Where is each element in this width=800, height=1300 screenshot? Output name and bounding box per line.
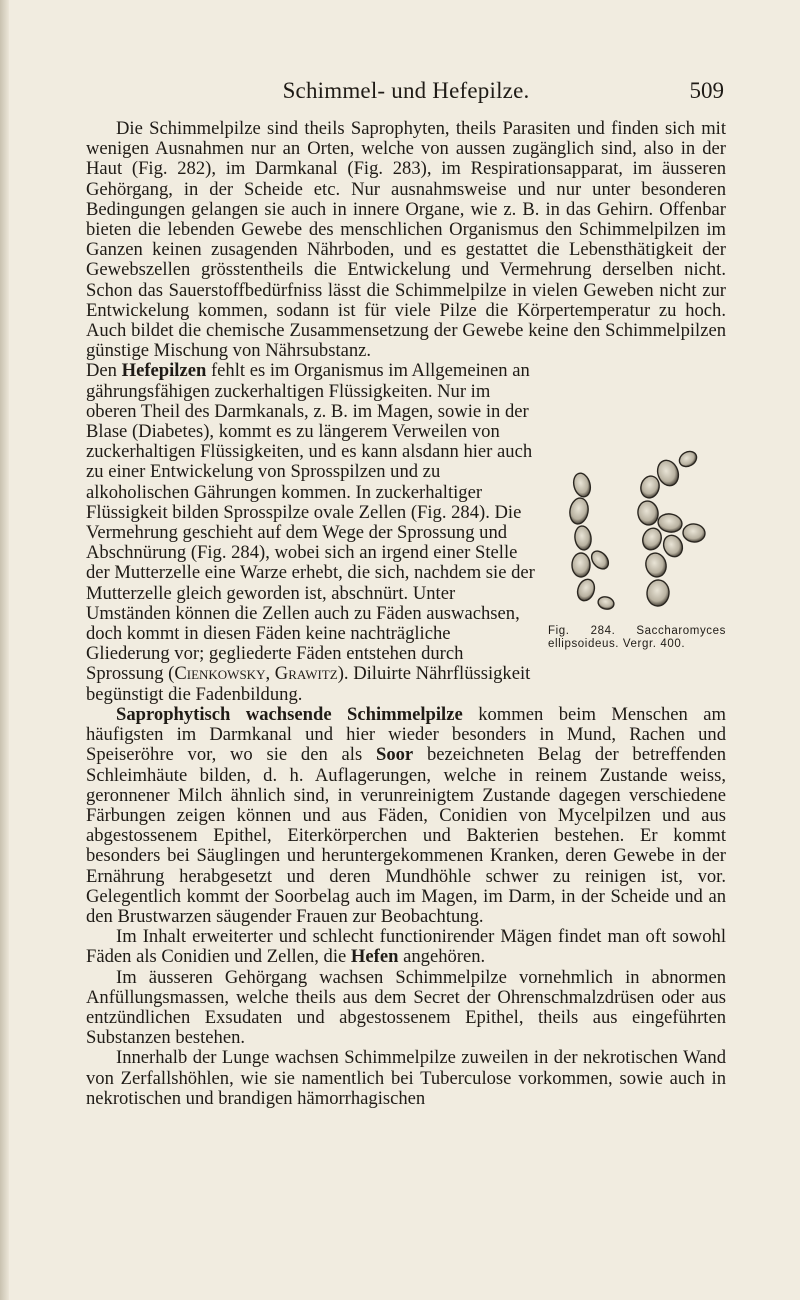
yeast-cell <box>636 500 660 527</box>
yeast-cell <box>677 449 700 470</box>
figure-284 <box>548 363 726 675</box>
body-text <box>86 119 726 1109</box>
cell-chain-left <box>568 472 615 612</box>
yeast-cell <box>588 548 612 572</box>
paragraph-text: fehlt es im Organismus im Allgemeinen an gährungsfähigen zuckerhaltigen Flüssigkeiten. Nur im oberen Theil des Darmkanals, z. B. im Magen, sowie in der Blase (Diabetes), kommt es zu längerem Verweilen von zuckerhaltigen Flüssigkeiten, und es kann alsdann hier auch zu einer Entwickelung von Sprosspilzen und zu alkoholischen Gährungen kommen. In zuckerhaltiger Flüssigkeit bilden Sprosspilze ovale Zellen (Fig. 284). Die Vermehrung geschieht auf dem Wege der Sprossung und Abschnürung (Fig. 284), wobei sich an irgend einer Stelle der Mutterzelle eine Warze erhebt, die sich, nachdem sie der Mutterzelle gleich geworden ist, abschnürt. Unter Umständen können die Zellen auch zu Fäden auswachsen, doch kommt in diesen Fäden keine nachträgliche Gliederung vor; gegliederte Fäden entstehen durch Sprossung ( <box>86 360 535 685</box>
cell-chain-right <box>636 449 706 607</box>
paragraph-lunge: Innerhalb der Lunge wachsen Schimmelpilze zuweilen in der nekrotischen Wand von Zerfallshöhlen, wie sie namentlich bei Tuberculose vorkommen, sowie auch in nekrotischen und brandigen hämorrhagischen <box>86 1047 726 1109</box>
figure-caption: Fig. 284. Saccharomyces ellipsoideus. Vergr. 400. <box>548 625 726 651</box>
yeast-cells-illustration <box>560 363 710 621</box>
yeast-cell <box>682 524 705 544</box>
yeast-cell <box>568 497 590 526</box>
page-spine-edge <box>0 0 9 1300</box>
yeast-cell <box>643 551 669 579</box>
yeast-cell <box>597 596 616 612</box>
page-number: 509 <box>689 78 724 103</box>
paragraph-text: Im Inhalt erweiterter und schlecht functionirender Mägen findet man oft sowohl Fäden als Conidien und Zellen, die <box>86 926 726 968</box>
book-page <box>86 0 726 1300</box>
yeast-cell <box>646 580 670 608</box>
paragraph-maegen <box>86 927 726 967</box>
paragraph-text: ). Diluirte Nährflüssigkeit begünstigt die Fadenbildung. <box>86 663 531 705</box>
yeast-cell <box>575 577 598 603</box>
page-header <box>86 78 726 112</box>
paragraph-text: angehören. <box>403 946 486 968</box>
paragraph-text: bezeichneten Belag der betreffenden Schleimhäute bilden, d. h. Auflagerungen, welche in reinem Zustande weiss, geronnener Milch ähnlich sind, in verunreinigtem Zustande dagegen verschiedene Färbungen zeigen können und aus Fäden, Conidien von Mycelpilzen und aus abgestossenem Epithel, Eiterkörperchen und Bakterien bestehen. Er kommt besonders bei Säuglingen und heruntergekommenen Kranken, deren Gewebe in der Ernährung herabgesetzt und deren Mundhöhle schwer zu reinigen ist, vor. Gelegentlich kommt der Soorbelag auch im Magen, im Darm, in der Scheide und an den Brustwarzen säugender Frauen zur Beobachtung. <box>86 744 727 927</box>
paragraph-saprophytisch <box>86 705 726 927</box>
yeast-cell <box>640 526 664 553</box>
yeast-cell <box>571 472 593 499</box>
paragraph-text: Den <box>86 360 117 382</box>
bold-term-saprophytisch: Saprophytisch wachsende Schimmelpilze <box>116 703 463 725</box>
paragraph-gehoergang: Im äusseren Gehörgang wachsen Schimmelpilze vornehmlich in abnormen Anfüllungsmassen, welche theils aus dem Secret der Ohrenschmalzdrüsen oder aus entzündlichen Exsudaten und abgestossenem Epithel, theils aus eingeführten Substanzen bestehen. <box>86 966 726 1049</box>
yeast-cell <box>573 525 592 551</box>
yeast-cell <box>660 533 686 561</box>
bold-term-hefen: Hefen <box>350 946 399 968</box>
yeast-cell <box>572 553 590 577</box>
bold-term-soor: Soor <box>375 744 414 766</box>
bold-term-hefepilzen: Hefepilzen <box>121 360 207 382</box>
separator: , <box>265 663 275 685</box>
paragraph-text: kommen beim Menschen am häufigsten im Darmkanal und hier wieder besonders in Mund, Rachen und Speiseröhre vor, wo sie den als <box>86 703 726 766</box>
yeast-cell <box>638 474 661 500</box>
author-name: Cienkowsky <box>174 663 266 685</box>
paragraph-schimmelpilze-intro: Die Schimmelpilze sind theils Saprophyten, theils Parasiten und finden sich mit wenigen Ausnahmen nur an Orten, welche von aussen zugänglich sind, also in der Haut (Fig. 282), im Darmkanal (Fig. 283), im Respirationsapparat, im äusseren Gehörgang, in der Scheide etc. Nur ausnahmsweise und nur unter besonderen Bedingungen gelangen sie auch in innere Organe, wie z. B. in das Gehirn. Offenbar bieten die lebenden Gewebe des menschlichen Organismus den Schimmelpilzen im Ganzen keinen zusagenden Nährboden, und es gestattet die Lebensthätigkeit der Gewebszellen grösstentheils die Entwickelung und Vermehrung derselben nicht. Schon das Sauerstoffbedürfniss lässt die Schimmelpilze in vielen Geweben nicht zur Entwickelung kommen, sodann ist für viele Pilze die Körpertemperatur zu hoch. Auch bildet die chemische Zusammensetzung der Gewebe keine den Schimmelpilzen günstige Mischung von Nährsubstanz. <box>86 118 726 362</box>
yeast-cell <box>657 512 684 534</box>
running-title: Schimmel- und Hefepilze. <box>282 78 530 103</box>
author-name: Grawitz <box>274 663 338 685</box>
